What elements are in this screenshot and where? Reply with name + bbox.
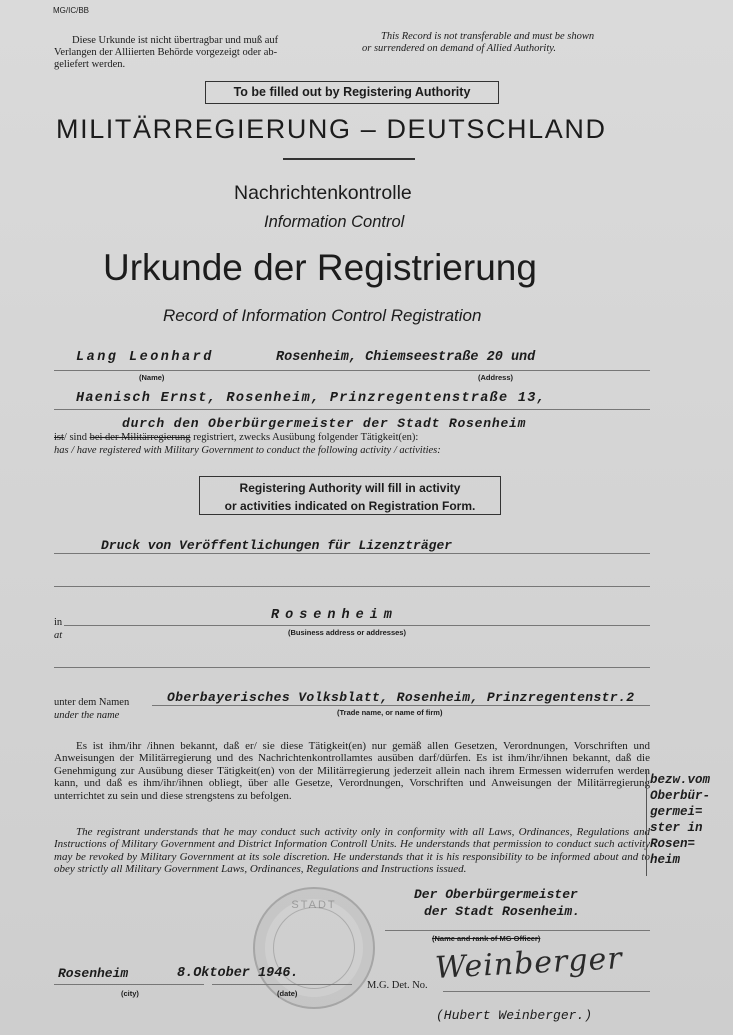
city-label: (city) <box>121 989 139 998</box>
registering-authority-box: To be filled out by Registering Authority <box>205 81 499 104</box>
city-value: Rosenheim <box>58 966 129 981</box>
handwritten-signature: Weinberger <box>434 941 624 986</box>
title-rule <box>283 158 415 160</box>
activity-box-line-1: Registering Authority will fill in activity <box>239 481 461 495</box>
address-label: (Address) <box>478 373 514 382</box>
business-address-label: (Business address or addresses) <box>288 628 406 637</box>
name-line <box>54 370 650 371</box>
notice-en-2: or surrendered on demand of Allied Authority. <box>362 43 556 54</box>
english-terms: The registrant understands that he may conduct such activity only in conformity with all Laws, Ordinances, Regulations and Instructions of Military Government and District Information Controll Units. He understands that permission to conduct such activity may be revoked by Military Government at its sole discretion. He understands that it is his responsibility to be informed about and to obey strictly all Military Government Laws, Ordinances, Regulations and Instructions issued. <box>54 826 650 876</box>
struck-military: bei der Militärregierung <box>89 432 191 443</box>
name-label: (Name) <box>139 373 165 382</box>
registrant-2: Haenisch Ernst, Rosenheim, Prinzregentenstraße 13, <box>76 391 547 406</box>
trade-name-value: Oberbayerisches Volksblatt, Rosenheim, Prinzregentenstr.2 <box>167 690 635 705</box>
city-line <box>54 984 204 985</box>
business-address-line-2 <box>54 667 650 668</box>
activity-box-line-2: or activities indicated on Registration Form. <box>224 499 476 513</box>
seal-text: STADT <box>291 899 337 911</box>
subtitle-en: Information Control <box>264 213 405 231</box>
signatory-line-2: der Stadt Rosenheim. <box>424 904 581 919</box>
mg-det-label: M.G. Det. No. <box>367 980 428 991</box>
notice-de-3: geliefert werden. <box>54 59 126 70</box>
signatory-line-1: Der Oberbürgermeister <box>414 887 578 902</box>
document-subtitle-en: Record of Information Control Registration <box>163 306 482 325</box>
side-note: bezw.vom Oberbür- germei= ster in Rosen= heim <box>650 773 711 867</box>
mg-det-line <box>443 991 650 992</box>
notice-en-1: This Record is not transferable and must be shown <box>381 31 595 42</box>
activity-line-1 <box>54 553 650 554</box>
activity-value: Druck von Veröffentlichungen für Lizenzträger <box>101 538 453 553</box>
activity-instruction-box <box>199 476 501 515</box>
officer-line <box>385 930 650 931</box>
business-address-line <box>64 625 650 626</box>
registrant-1-address: Rosenheim, Chiemseestraße 20 und <box>276 350 536 365</box>
trade-name-label: (Trade name, or name of firm) <box>337 708 443 717</box>
trade-label-de: unter dem Namen <box>54 697 130 708</box>
activity-line-2 <box>54 586 650 587</box>
date-line <box>212 984 352 985</box>
form-code: MG/IC/BB <box>53 6 90 15</box>
subtitle-de: Nachrichtenkontrolle <box>234 182 412 204</box>
notice-de-2: Verlangen der Alliierten Behörde vorgezeigt oder ab- <box>54 47 278 58</box>
side-note-bracket <box>646 770 647 876</box>
date-value: 8.Oktober 1946. <box>177 966 299 981</box>
signer-name: (Hubert Weinberger.) <box>436 1008 593 1023</box>
registrant-3: durch den Oberbürgermeister der Stadt Rosenheim <box>122 416 527 431</box>
registrant-1-name: Lang Leonhard <box>76 350 214 365</box>
german-terms: Es ist ihm/ihr /ihnen bekannt, daß er/ sie diese Tätigkeit(en) nur gemäß allen Gesetzen, Verordnungen, Vorschriften und Anweisungen der Militärregierung und des Nachrichtenkontrollamtes ausüben darf/dürfen. Es ist ihm/ihr/ihnen bekannt, daß die Genehmigung zur Ausübung dieser Tätigkeit(en) von der Militärregierung jederzeit allein nach ihrem Ermessen widerrufen werden kann, und daß es ihm/ihr/ihnen obliegt, über alle Gesetze, Verordnungen, Vorschriften und Anweisungen der Militärregierung unterrichtet zu sein und diese strengstens zu befolgen. <box>54 740 650 802</box>
struck-ist: ist <box>54 432 64 443</box>
registered-text: registriert, zwecks Ausübung folgender Tätigkeit(en): <box>193 432 419 443</box>
main-title: MILITÄRREGIERUNG – DEUTSCHLAND <box>56 114 607 144</box>
notice-de-1: Diese Urkunde ist nicht übertragbar und muß auf <box>72 35 279 46</box>
date-label: (date) <box>277 989 298 998</box>
officer-label: (Name and rank of MG Officer) <box>432 934 541 943</box>
in-label: in <box>54 617 63 628</box>
registered-en: has / have registered with Military Government to conduct the following activity / activities: <box>54 445 441 456</box>
registrant-2-line <box>54 409 650 410</box>
official-seal <box>253 887 375 1009</box>
sind-text: / sind <box>63 432 87 443</box>
at-label: at <box>54 630 63 641</box>
business-address-value: Rosenheim <box>271 608 398 623</box>
trade-name-line <box>152 705 650 706</box>
trade-label-en: under the name <box>54 710 120 721</box>
document-title: Urkunde der Registrierung <box>103 247 537 288</box>
